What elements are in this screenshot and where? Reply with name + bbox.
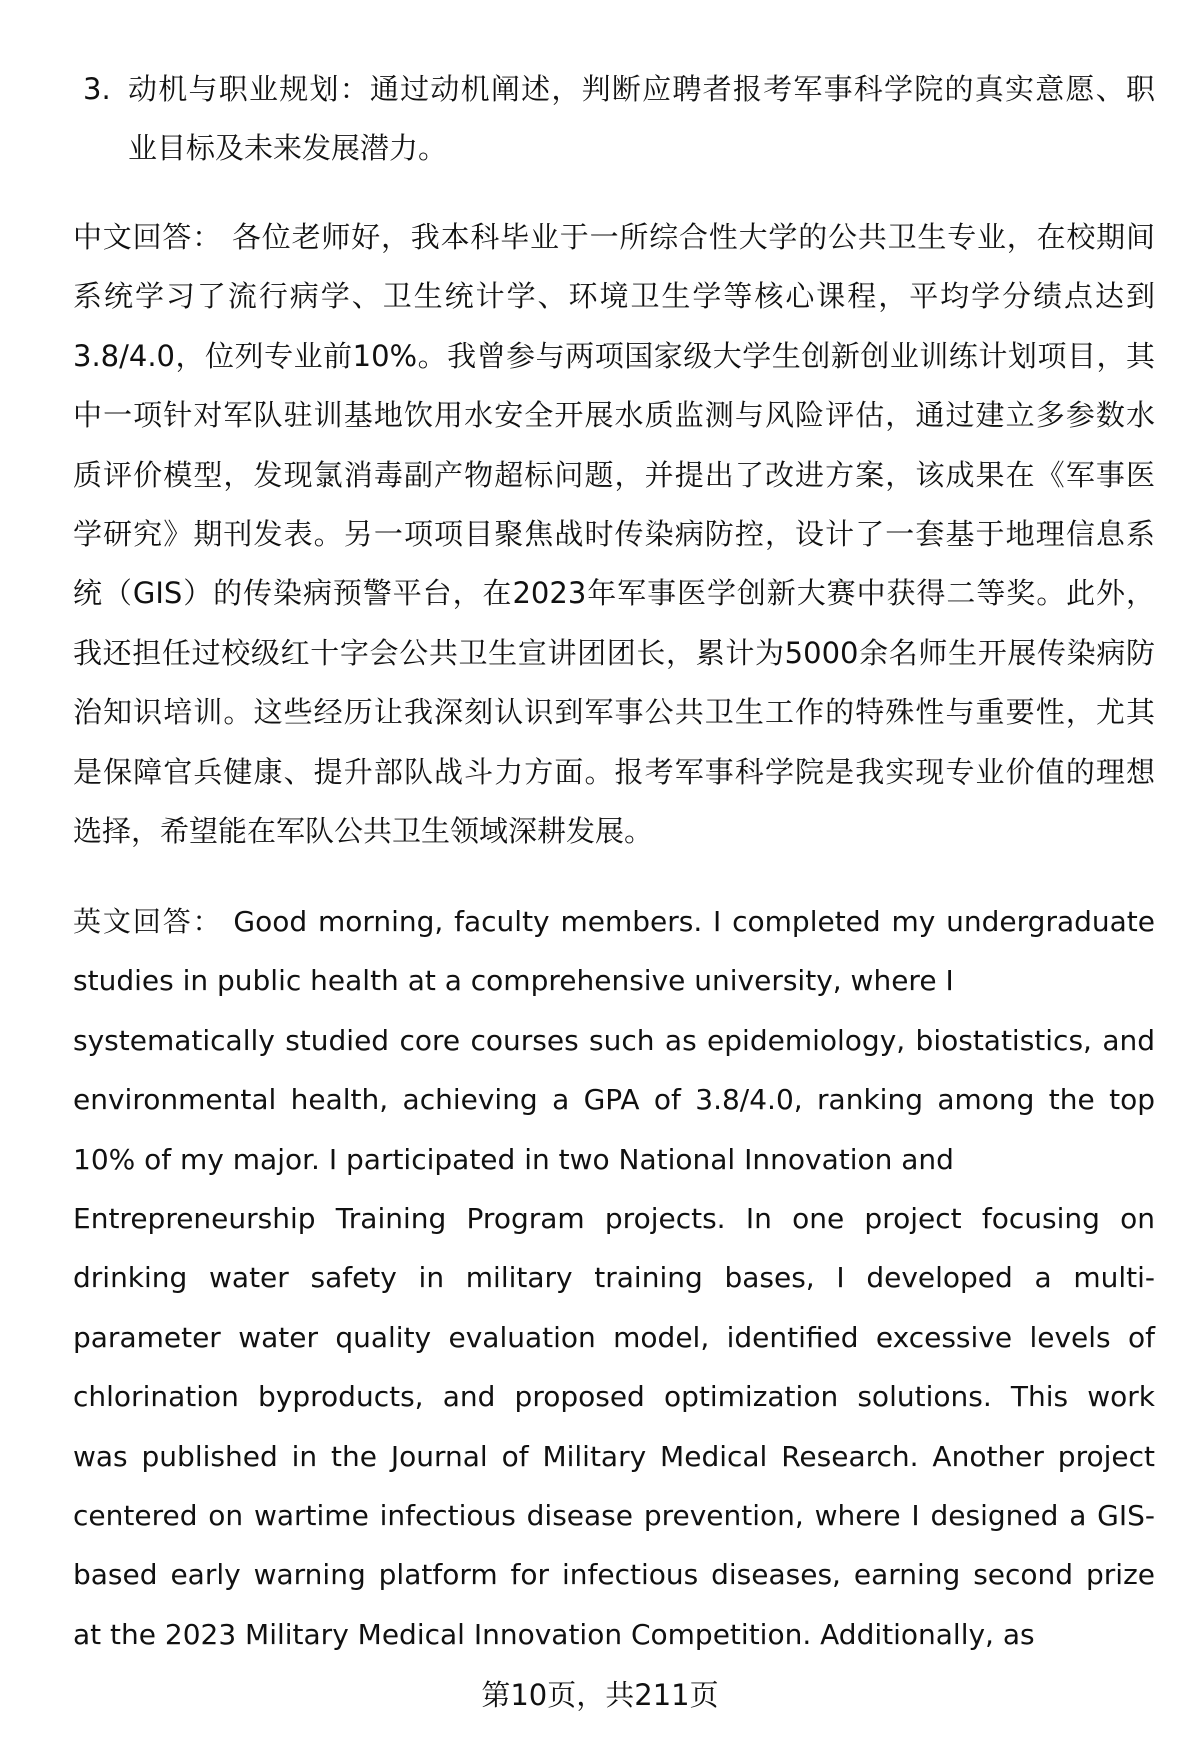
chinese-answer-paragraph <box>73 208 1155 861</box>
text-line: 是保障官兵健康、提升部队战斗力方面。报考军事科学院是我实现专业价值的理想 <box>73 754 1155 789</box>
text-line: chlorination byproducts, and proposed optimization solutions. This work <box>73 1380 1155 1414</box>
text-line: 中文回答： 各位老师好，我本科毕业于一所综合性大学的公共卫生专业，在校期间 <box>73 220 1155 254</box>
text-line: 我还担任过校级红十字会公共卫生宣讲团团长，累计为5000余名师生开展传染病防 <box>73 635 1155 670</box>
text-line: 系统学习了流行病学、卫生统计学、环境卫生学等核心课程，平均学分绩点达到 <box>73 279 1155 314</box>
text-line: 选择，希望能在军队公共卫生领域深耕发展。 <box>73 813 654 848</box>
list-item-3 <box>73 60 1155 179</box>
text-line: 治知识培训。这些经历让我深刻认识到军事公共卫生工作的特殊性与重要性，尤其 <box>73 695 1155 730</box>
text-line: 动机与职业规划：通过动机阐述，判断应聘者报考军事科学院的真实意愿、职 <box>128 72 1155 106</box>
text-line: 统（GIS）的传染病预警平台，在2023年军事医学创新大赛中获得二等奖。此外， <box>73 576 1155 611</box>
text-line: 3.8/4.0，位列专业前10%。我曾参与两项国家级大学生创新创业训练计划项目，其 <box>73 338 1155 373</box>
text-line: 业目标及未来发展潜力。 <box>128 131 448 166</box>
page-number: 第10页，共211页 <box>481 1678 719 1712</box>
text-line: 中一项针对军队驻训基地饮用水安全开展水质监测与风险评估，通过建立多参数水 <box>73 398 1155 433</box>
text-line: drinking water safety in military training bases, I developed a multi- <box>73 1261 1155 1295</box>
text-line: parameter water quality evaluation model, identified excessive levels of <box>73 1320 1155 1354</box>
text-line: Entrepreneurship Training Program projects. In one project focusing on <box>73 1201 1155 1235</box>
text-line: 质评价模型，发现氯消毒副产物超标问题，并提出了改进方案，该成果在《军事医 <box>73 457 1155 492</box>
text-line: 学研究》期刊发表。另一项项目聚焦战时传染病防控，设计了一套基于地理信息系 <box>73 516 1155 551</box>
text-line: based early warning platform for infectious diseases, earning second prize <box>73 1558 1155 1592</box>
text-line: at the 2023 Military Medical Innovation Competition. Additionally, as <box>73 1617 1035 1651</box>
text-line: 10% of my major. I participated in two National Innovation and <box>73 1142 954 1176</box>
text-line: environmental health, achieving a GPA of 3.8/4.0, ranking among the top <box>73 1083 1155 1117</box>
text-line: was published in the Journal of Military Medical Research. Another project <box>73 1439 1155 1473</box>
list-number: 3. <box>83 72 111 106</box>
text-line: systematically studied core courses such as epidemiology, biostatistics, and <box>73 1023 1155 1057</box>
text-line: studies in public health at a comprehensive university, where I <box>73 964 954 998</box>
text-line: 英文回答： Good morning, faculty members. I completed my undergraduate <box>73 905 1155 938</box>
english-answer-paragraph <box>73 892 1155 1664</box>
text-line: centered on wartime infectious disease prevention, where I designed a GIS- <box>73 1498 1155 1532</box>
